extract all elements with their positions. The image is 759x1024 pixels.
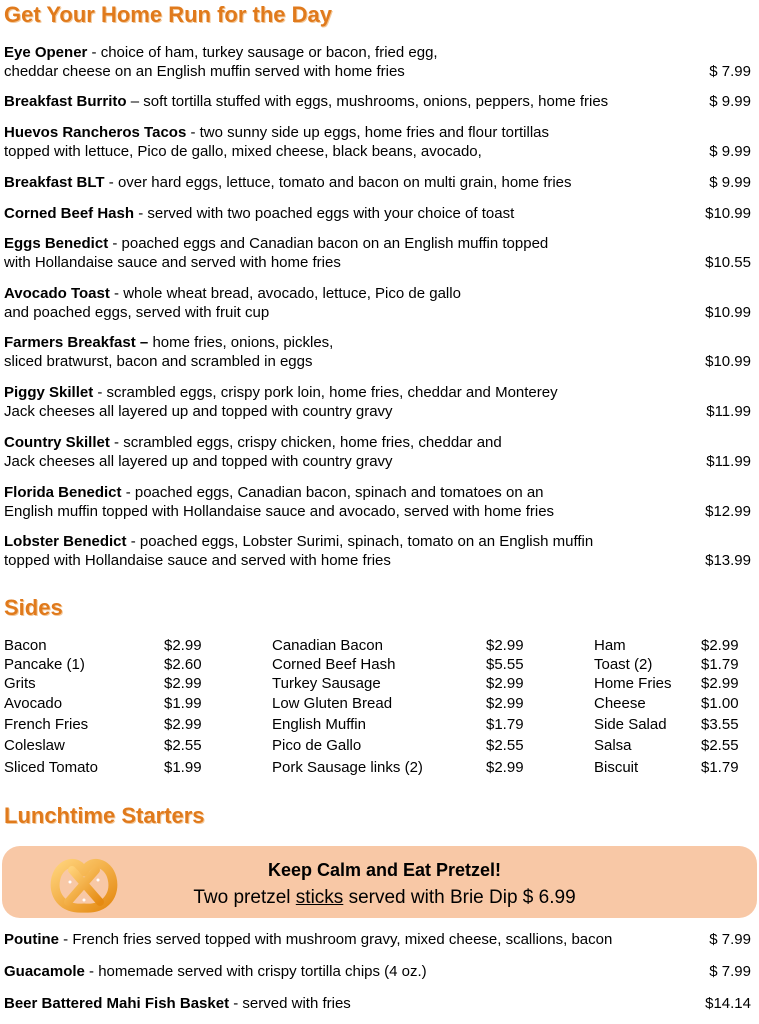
side-name: English Muffin	[272, 716, 366, 733]
item-desc: soft tortilla stuffed with eggs, mushrooms, onions, peppers, home fries	[143, 93, 609, 110]
side-price: $2.99	[486, 675, 524, 692]
menu-item-breakfast-burrito: Breakfast Burrito – soft tortilla stuffed with eggs, mushrooms, onions, peppers, home fries $ 9.99	[4, 93, 751, 110]
side-name: Home Fries	[594, 675, 672, 692]
side-price: $1.79	[486, 716, 524, 733]
side-name: Low Gluten Bread	[272, 695, 393, 712]
side-price: $2.99	[486, 695, 524, 712]
side-price: $2.99	[701, 675, 739, 692]
item-desc: served with two poached eggs with your choice of toast	[147, 205, 515, 222]
item-price: $11.99	[706, 403, 751, 420]
menu-item-huevos-rancheros: Huevos Rancheros Tacos - two sunny side up eggs, home fries and flour tortillas topped with lettuce, Pico de gallo, mixed cheese, black beans, avocado, $ 9.99	[4, 124, 751, 160]
item-desc-2: Jack cheeses all layered up and topped with country gravy	[4, 453, 393, 470]
item-name: Guacamole	[4, 963, 85, 980]
item-desc-2: English muffin topped with Hollandaise sauce and avocado, served with home fries	[4, 503, 555, 520]
item-price: $ 7.99	[709, 963, 751, 980]
item-name: Avocado Toast	[4, 285, 110, 302]
side-price: $2.55	[486, 737, 524, 754]
side-name: French Fries	[4, 716, 89, 733]
item-desc-2: topped with lettuce, Pico de gallo, mixed cheese, black beans, avocado,	[4, 143, 482, 160]
item-name: Breakfast BLT	[4, 174, 105, 191]
side-price: $1.79	[701, 759, 739, 776]
side-name: Pancake (1)	[4, 656, 85, 673]
section-title-sides: Sides	[4, 595, 63, 620]
item-price: $12.99	[705, 503, 751, 520]
item-name: Corned Beef Hash	[4, 205, 135, 222]
item-name: Poutine	[4, 931, 59, 948]
item-name: Farmers Breakfast –	[4, 334, 149, 351]
side-price: $2.99	[164, 637, 202, 654]
side-price: $2.99	[486, 637, 524, 654]
side-name: Pico de Gallo	[272, 737, 362, 754]
item-price: $ 9.99	[709, 93, 751, 110]
item-name: Piggy Skillet	[4, 384, 94, 401]
side-name: Canadian Bacon	[272, 637, 383, 654]
menu-item-country-skillet: Country Skillet - scrambled eggs, crispy chicken, home fries, cheddar and Jack cheeses all layered up and topped with country gravy $11.99	[4, 434, 751, 470]
side-price: $2.60	[164, 656, 202, 673]
side-price: $1.00	[701, 695, 739, 712]
promo-offer-underlined: sticks	[295, 887, 344, 908]
menu-item-poutine: Poutine - French fries served topped with mushroom gravy, mixed cheese, scallions, bacon $ 7.99	[4, 931, 751, 948]
side-price: $2.99	[486, 759, 524, 776]
section-title-lunch: Lunchtime Starters	[4, 803, 205, 828]
side-name: Corned Beef Hash	[272, 656, 396, 673]
side-name: Ham	[594, 637, 626, 654]
side-price: $1.99	[164, 759, 202, 776]
item-desc-2: topped with Hollandaise sauce and served with home fries	[4, 552, 391, 569]
item-desc: over hard eggs, lettuce, tomato and bacon on multi grain, home fries	[117, 174, 572, 191]
item-desc-2: sliced bratwurst, bacon and scrambled in eggs	[4, 353, 313, 370]
section-title-breakfast: Get Your Home Run for the Day	[4, 2, 333, 27]
item-desc: poached eggs, Canadian bacon, spinach and tomatoes on an	[134, 484, 544, 501]
side-name: Bacon	[4, 637, 47, 654]
item-name: Florida Benedict	[4, 484, 122, 501]
item-name: Eggs Benedict	[4, 235, 109, 252]
item-desc: poached eggs and Canadian bacon on an English muffin topped	[121, 235, 549, 252]
menu-item-guacamole: Guacamole - homemade served with crispy tortilla chips (4 oz.) $ 7.99	[4, 963, 751, 980]
side-price: $3.55	[701, 716, 739, 733]
menu-item-corned-beef-hash: Corned Beef Hash - served with two poached eggs with your choice of toast $10.99	[4, 205, 751, 222]
side-price: $2.55	[164, 737, 202, 754]
item-price: $11.99	[706, 453, 751, 470]
item-name: Huevos Rancheros Tacos	[4, 124, 187, 141]
pretzel-promo-banner	[2, 846, 757, 918]
side-name: Cheese	[594, 695, 646, 712]
item-desc-2: and poached eggs, served with fruit cup	[4, 304, 270, 321]
item-desc: scrambled eggs, crispy chicken, home fries, cheddar and	[123, 434, 502, 451]
item-price: $13.99	[705, 552, 751, 569]
item-price: $10.55	[705, 254, 751, 271]
item-desc: choice of ham, turkey sausage or bacon, fried egg,	[100, 44, 438, 61]
side-name: Pork Sausage links (2)	[272, 759, 423, 776]
side-name: Toast (2)	[594, 656, 653, 673]
item-desc-2: Jack cheeses all layered up and topped with country gravy	[4, 403, 393, 420]
item-price: $ 7.99	[709, 63, 751, 80]
item-desc: two sunny side up eggs, home fries and flour tortillas	[199, 124, 549, 141]
side-name: Avocado	[4, 695, 63, 712]
item-desc: French fries served topped with mushroom gravy, mixed cheese, scallions, bacon	[72, 931, 613, 948]
item-name: Beer Battered Mahi Fish Basket	[4, 995, 230, 1012]
menu-item-breakfast-blt: Breakfast BLT - over hard eggs, lettuce, tomato and bacon on multi grain, home fries $ 9.99	[4, 174, 751, 191]
item-price: $ 7.99	[709, 931, 751, 948]
item-desc: homemade served with crispy tortilla chips (4 oz.)	[98, 963, 427, 980]
item-price: $10.99	[705, 205, 751, 222]
item-desc: home fries, onions, pickles,	[152, 334, 334, 351]
menu-item-lobster-benedict: Lobster Benedict - poached eggs, Lobster Surimi, spinach, tomato on an English muffin topped with Hollandaise sauce and served with home fries $13.99	[4, 533, 751, 569]
promo-offer: Two pretzel sticks served with Brie Dip $ 6.99	[193, 887, 576, 908]
side-price: $2.99	[164, 675, 202, 692]
item-desc-2: cheddar cheese on an English muffin served with home fries	[4, 63, 405, 80]
menu-item-mahi-fish-basket: Beer Battered Mahi Fish Basket - served with fries $14.14	[4, 995, 751, 1012]
item-desc: poached eggs, Lobster Surimi, spinach, tomato on an English muffin	[139, 533, 594, 550]
item-name: Country Skillet	[4, 434, 110, 451]
menu-item-avocado-toast: Avocado Toast - whole wheat bread, avocado, lettuce, Pico de gallo and poached eggs, served with fruit cup $10.99	[4, 285, 751, 321]
side-name: Salsa	[594, 737, 632, 754]
side-price: $2.55	[701, 737, 739, 754]
item-price: $14.14	[705, 995, 751, 1012]
item-desc: whole wheat bread, avocado, lettuce, Pico de gallo	[123, 285, 461, 302]
menu-item-piggy-skillet: Piggy Skillet - scrambled eggs, crispy pork loin, home fries, cheddar and Monterey Jack cheeses all layered up and topped with country gravy $11.99	[4, 384, 751, 420]
side-name: Grits	[4, 675, 36, 692]
item-price: $ 9.99	[709, 143, 751, 160]
side-price: $1.79	[701, 656, 739, 673]
side-price: $2.99	[164, 716, 202, 733]
item-price: $10.99	[705, 353, 751, 370]
item-desc: served with fries	[242, 995, 351, 1012]
item-price: $10.99	[705, 304, 751, 321]
menu-item-farmers-breakfast	[4, 333, 754, 371]
menu-item-florida-benedict: Florida Benedict - poached eggs, Canadian bacon, spinach and tomatoes on an English muffin topped with Hollandaise sauce and avocado, served with home fries $12.99	[4, 484, 751, 520]
side-price: $2.99	[701, 637, 739, 654]
item-name: Eye Opener	[4, 44, 88, 61]
side-name: Sliced Tomato	[4, 759, 98, 776]
item-name: Lobster Benedict	[4, 533, 127, 550]
side-price: $5.55	[486, 656, 524, 673]
side-price: $1.99	[164, 695, 202, 712]
side-name: Turkey Sausage	[272, 675, 381, 692]
side-name: Biscuit	[594, 759, 639, 776]
item-name: Breakfast Burrito	[4, 93, 127, 110]
side-name: Coleslaw	[4, 737, 65, 754]
menu-item-eye-opener: Eye Opener - choice of ham, turkey sausage or bacon, fried egg, cheddar cheese on an English muffin served with home fries $ 7.99	[4, 44, 751, 80]
side-name: Side Salad	[594, 716, 667, 733]
promo-headline: Keep Calm and Eat Pretzel!	[267, 860, 502, 880]
menu-item-eggs-benedict: Eggs Benedict - poached eggs and Canadian bacon on an English muffin topped with Hollandaise sauce and served with home fries $10.55	[4, 235, 751, 271]
item-desc-2: with Hollandaise sauce and served with home fries	[4, 254, 341, 271]
item-desc: scrambled eggs, crispy pork loin, home fries, cheddar and Monterey	[106, 384, 558, 401]
item-price: $ 9.99	[709, 174, 751, 191]
